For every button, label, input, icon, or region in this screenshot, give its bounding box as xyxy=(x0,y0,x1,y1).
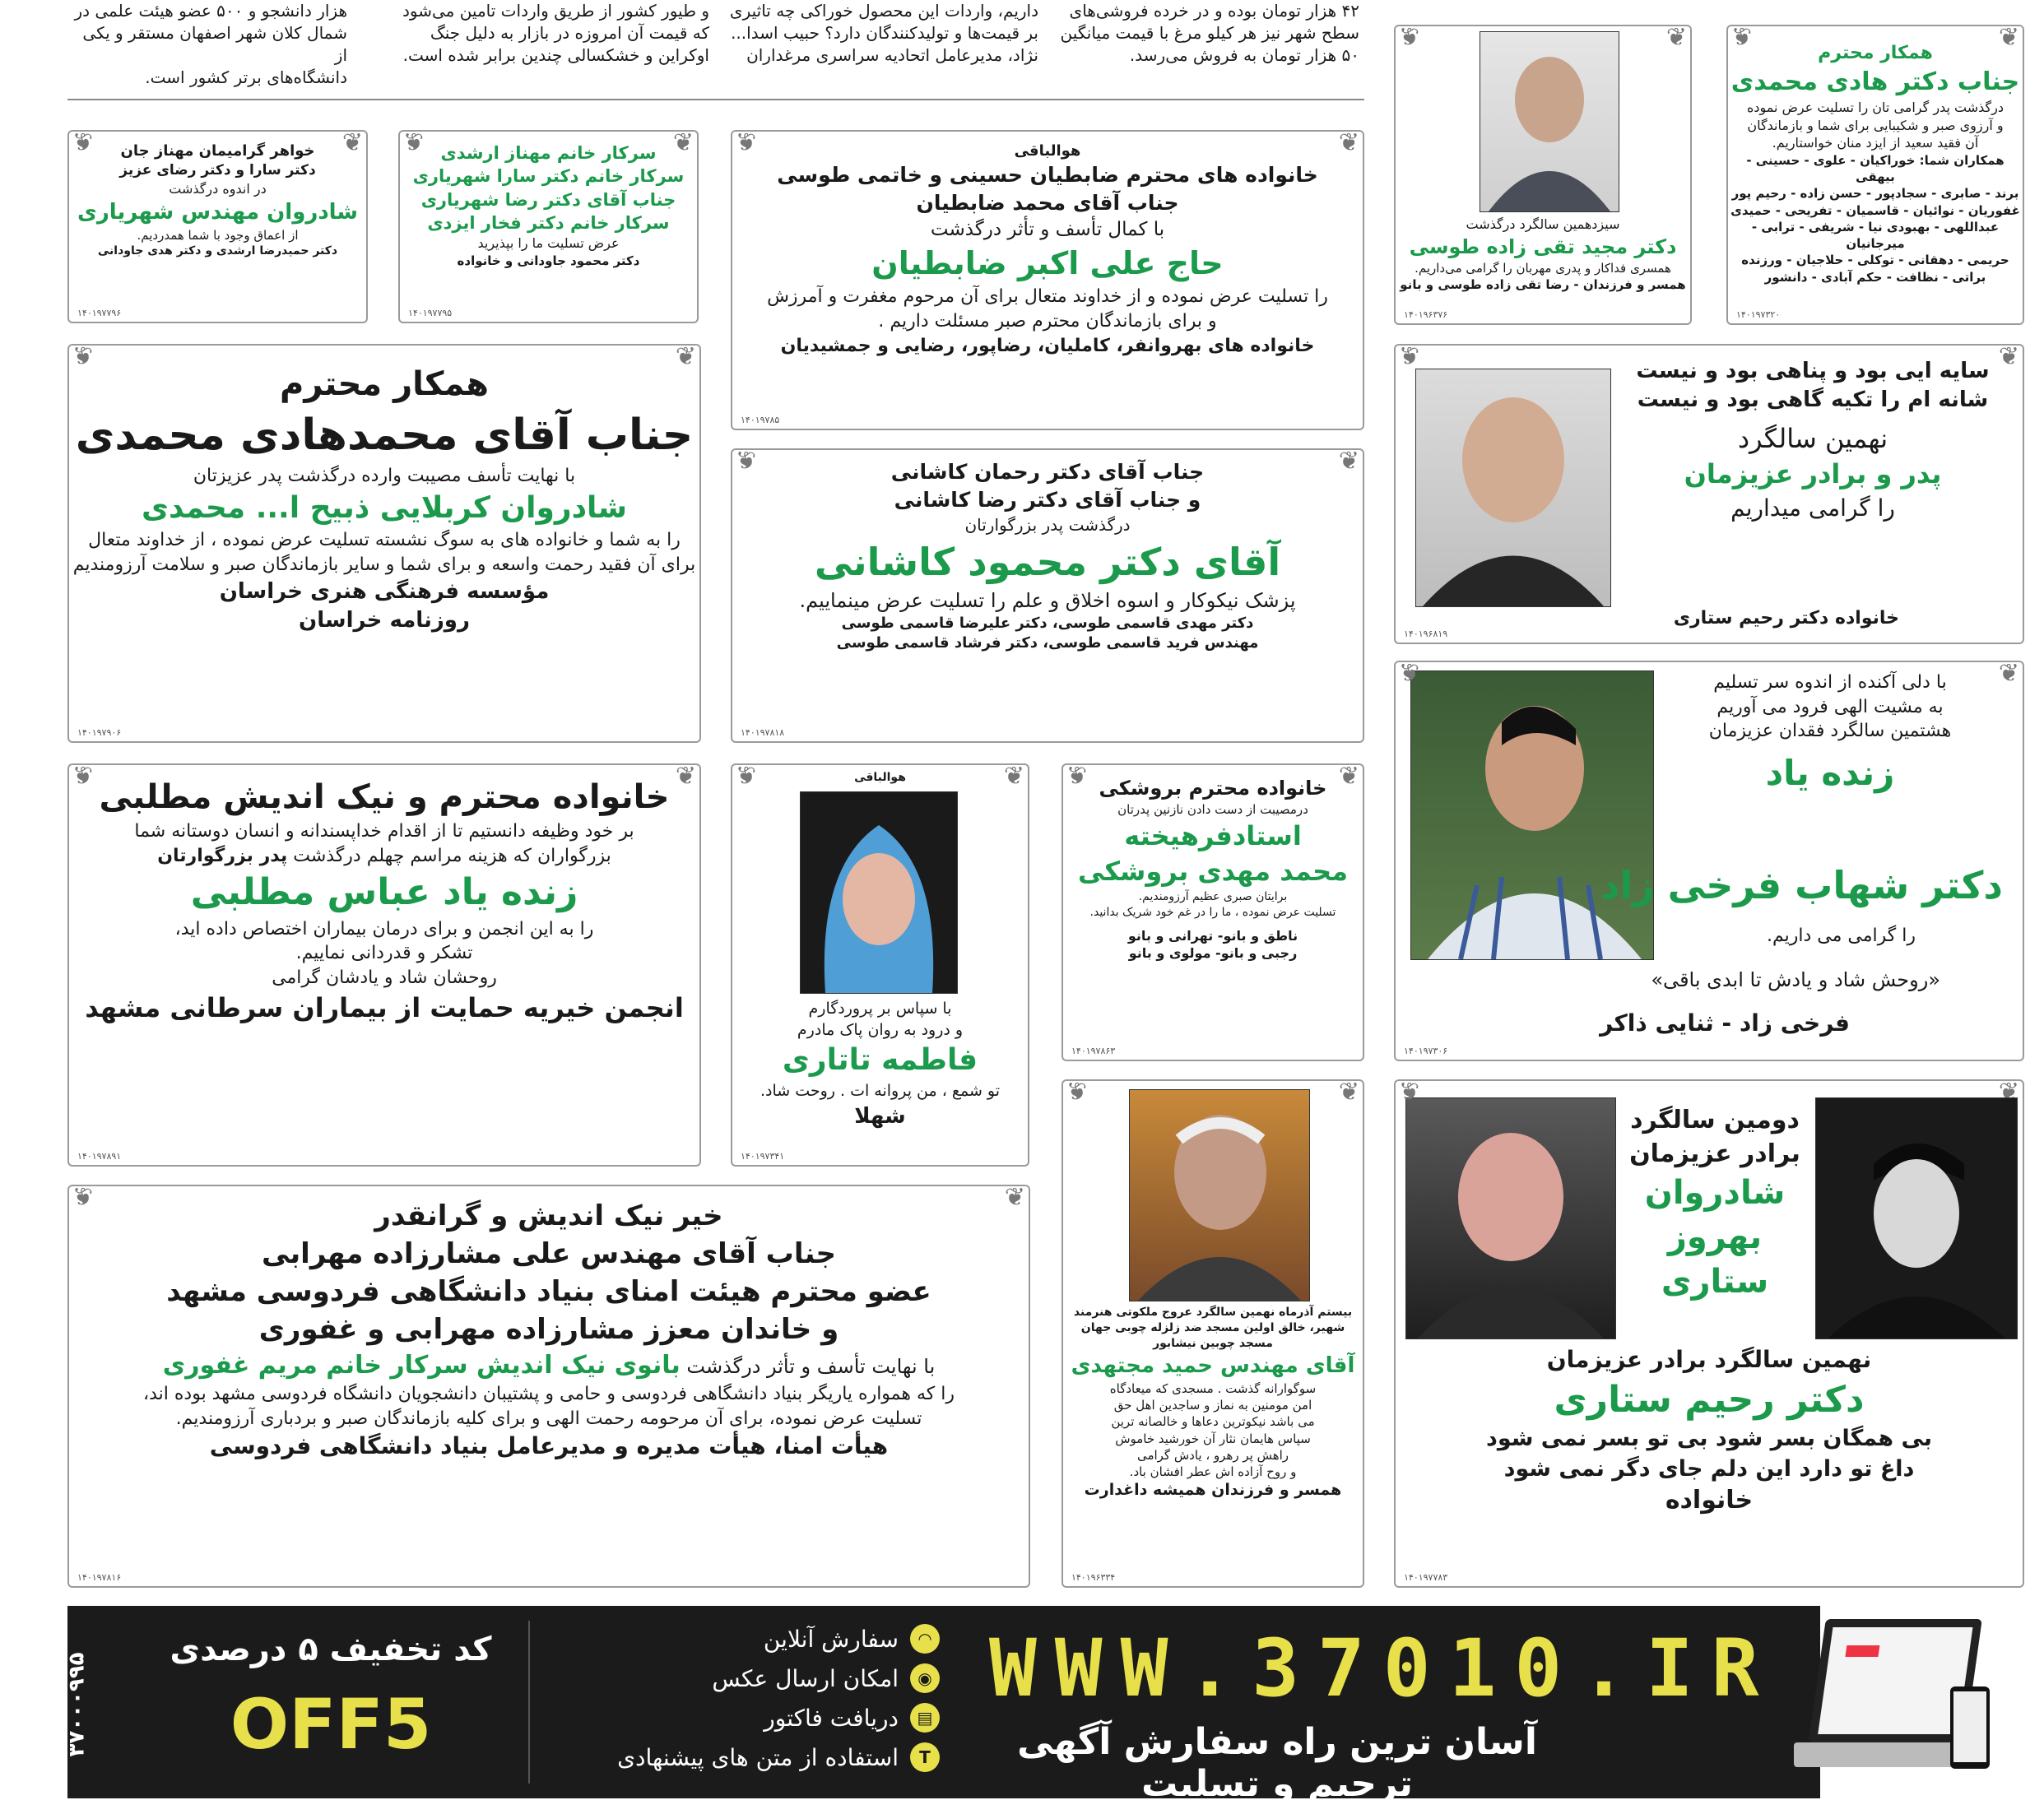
ad-text: و خاندان معزز مشارزاده مهرابی و غفوری xyxy=(258,1312,839,1346)
ad-name: آقای مهندس حمید مجتهدی xyxy=(1071,1352,1355,1378)
news-line: نژاد، مدیرعامل اتحادیه سراسری مرغداران xyxy=(746,45,1038,65)
ad-name: سرکار خانم دکتر سارا شهریاری xyxy=(412,166,685,187)
feature-label: امکان ارسال عکس xyxy=(712,1664,899,1692)
portrait-photo xyxy=(1415,369,1611,607)
ad-text: برادر عزیزمان xyxy=(1629,1139,1800,1168)
news-col-3 xyxy=(726,0,1038,67)
ad-heading: ❦ همکار محترم xyxy=(280,365,489,403)
ad-code: ۱۴۰۱۹۷۸۵ xyxy=(741,415,780,425)
person-silhouette-icon xyxy=(1411,671,1653,959)
ad-text: با نهایت تأسف و تأثر درگذشت xyxy=(686,1354,936,1378)
ad-text: را به شما و خانواده های به سوگ نشسته تسلیت عرض نموده ، از خداوند متعال xyxy=(88,530,681,551)
ad-text: ❦ دومین سالگرد xyxy=(1630,1106,1800,1134)
news-line: بر قیمت‌ها و تولیدکنندگان دارد؟ حبیب اسدا... xyxy=(731,23,1038,43)
ad-arshadi xyxy=(398,130,699,323)
laptop-icon xyxy=(1777,1612,2000,1793)
ad-text: آن فقید سعید از ایزد منان خواستاریم. xyxy=(1772,135,1979,151)
ad-code: ۱۴۰۱۹۷۸۶۳ xyxy=(1071,1046,1116,1056)
ad-text: تسلیت عرض نموده ، ما را در غم خود شریک بدانید. xyxy=(1089,905,1336,919)
ad-text: سوگوارانه گذشت . مسجدی که میعادگاه xyxy=(1109,1380,1317,1396)
ad-code: ۱۴۰۱۹۷۸۱۶ xyxy=(77,1572,122,1583)
ad-name: حاج علی اکبر ضابطیان xyxy=(871,244,1224,281)
news-line: شمال کلان شهر اصفهان مستقر و یکی از xyxy=(82,23,347,65)
ad-text: تسلیت عرض نموده، برای آن مرحومه رحمت الهی و برای کلیه بازماندگان صبر و بردباری آرزومندیم. xyxy=(175,1408,922,1429)
ad-text: تشکر و قدردانی نماییم. xyxy=(295,943,473,964)
news-col-2 xyxy=(397,0,709,67)
ad-signature: انجمن خیریه حمایت از بیماران سرطانی مشهد xyxy=(85,991,684,1023)
ad-text: راهش پر رهرو ، یادش گرامی xyxy=(1136,1447,1289,1463)
ad-mohammadi-big xyxy=(67,344,701,743)
ad-text: بر خود وظیفه دانستیم تا از اقدام خداپسندانه و انسان دوستانه شما xyxy=(134,821,634,842)
ad-mahnaz xyxy=(67,130,368,323)
ad-text: و برای بازماندگان محترم صبر مسئلت داریم . xyxy=(878,310,1217,332)
ad-text: روحشان شاد و یادشان گرامی xyxy=(272,967,497,989)
news-line: ۵۰ هزار تومان به فروش می‌رسد. xyxy=(1129,45,1359,65)
news-line: که قیمت آن امروزه در بازار به دلیل جنگ xyxy=(430,23,709,43)
discount-code: OFF5 xyxy=(230,1684,432,1765)
ad-text: می باشد نیکوترین دعاها و خالصانه ترین xyxy=(1111,1414,1315,1430)
ad-text: هشتمین سالگرد فقدان عزیزمان xyxy=(1708,721,1952,742)
portrait-photo xyxy=(800,791,958,994)
ad-signature: غفوریان - نوائیان - قاسمیان - تفریحی - حمیدی xyxy=(1730,202,2020,218)
news-line: داریم، واردات این محصول خوراکی چه تاثیری xyxy=(729,1,1038,21)
ad-text: نهمین سالگرد برادر عزیزمان xyxy=(1546,1346,1872,1373)
website-url[interactable]: WWW.37010.IR xyxy=(989,1622,1777,1714)
ad-text: امن مومنین به نماز و ساجدین اهل حق xyxy=(1113,1398,1312,1413)
ad-text: و جناب آقای دکتر رضا کاشانی xyxy=(894,487,1201,512)
ad-text: با سپاس بر پروردگارم xyxy=(808,1000,952,1018)
ad-hadi-mohammadi-small xyxy=(1726,25,2024,325)
ad-sattari-father xyxy=(1394,344,2024,644)
ad-text: و روح آزاده اش عطر افشان باد. xyxy=(1129,1464,1297,1480)
ad-text: را که همواره یاریگر بنیاد دانشگاهی فردوسی و حامی و پشتیبان دانشجویان دانشگاه فردوسی مشهد بوده اند، xyxy=(143,1384,955,1405)
feature-photo-upload xyxy=(712,1663,940,1693)
ad-text: ❦ جناب آقای دکتر رحمان کاشانی xyxy=(890,460,1205,484)
ad-name: شادروان xyxy=(1644,1174,1786,1212)
feature-invoice xyxy=(764,1703,940,1733)
ad-signature: حریمی - دهقانی - توکلی - حلاجیان - ورزنده xyxy=(1741,253,2009,268)
ad-boroushaki xyxy=(1061,763,1364,1061)
top-news-strip xyxy=(67,0,1364,100)
ad-signature: عبداللهی - بهبودی نیا - شریفی - ترابی - میرجانیان xyxy=(1751,219,2000,252)
ad-name: دکتر مجید تقی زاده طوسی xyxy=(1409,234,1677,258)
wifi-icon: ◠ xyxy=(910,1624,940,1654)
ad-name: جناب دکتر هادی محمدی xyxy=(1730,67,2020,96)
ad-name: ❦ سرکار خانم مهناز ارشدی xyxy=(440,143,657,163)
ad-signature: مهندس فرید قاسمی طوسی، دکتر فرشاد قاسمی طوسی xyxy=(836,634,1259,652)
ad-text: درگذشت پدر گرامی تان را تسلیت عرض نموده xyxy=(1747,100,2004,116)
ad-signature: دکتر حمیدرضا ارشدی و دکتر هدی جاودانی xyxy=(97,244,338,258)
ad-text: با نهایت تأسف مصیبت وارده درگذشت پدر عزیزتان xyxy=(193,466,576,487)
portrait-photo-1 xyxy=(1405,1097,1616,1339)
ad-name: فاطمه تاتاری xyxy=(782,1043,978,1078)
ad-text: و درود به روان پاک مادرم xyxy=(797,1020,964,1039)
ad-farokhi xyxy=(1394,661,2024,1061)
ad-poem-line: بی همگان بسر شود بی تو بسر نمی شود xyxy=(1486,1426,1932,1452)
ad-signature: خانواده های بهروانفر، کاملیان، رضاپور، رضایی و جمشیدیان xyxy=(780,335,1315,356)
news-line: اوکراین و خشکسالی چندین برابر شده است. xyxy=(402,45,709,65)
ad-signature: مؤسسه فرهنگی هنری خراسان xyxy=(219,578,550,604)
feature-label: دریافت فاکتور xyxy=(764,1704,899,1732)
ad-text: پدر بزرگوارتان xyxy=(157,845,288,866)
divider xyxy=(528,1621,530,1784)
ad-text: در اندوه درگذشت xyxy=(169,181,267,197)
person-silhouette-icon xyxy=(1130,1090,1309,1301)
ad-code: ۱۴۰۱۹۶۸۱۹ xyxy=(1404,629,1448,639)
ad-code: ۱۴۰۱۹۷۷۹۶ xyxy=(77,308,122,318)
ad-heading: ❦ خیر نیک اندیش و گرانقدر xyxy=(374,1199,723,1232)
news-line: هزار دانشجو و ۵۰۰ عضو هیئت علمی در xyxy=(74,1,347,21)
ad-name: محمد مهدی بروشکی xyxy=(1077,855,1349,887)
ad-name: شادروان مهندس شهریاری xyxy=(77,199,358,225)
text-icon: T xyxy=(910,1742,940,1772)
portrait-photo xyxy=(1410,670,1654,960)
ad-text: برای آن فقید رحمت واسعه و برای شما و سایر بازماندگان صبر و سلامت آرزومندیم xyxy=(72,554,696,576)
ad-signature: رجبی و بانو- مولوی و بانو xyxy=(1128,945,1298,962)
ad-text: همسری فداکار و پدری مهربان را گرامی می‌داریم. xyxy=(1415,260,1671,276)
phone-number xyxy=(64,1631,115,1779)
ad-signature: همسر و فرزندان - رضا تقی زاده طوسی و بانو xyxy=(1400,277,1686,293)
ad-heading: ❦ خانواده محترم و نیک اندیش مطلبی xyxy=(99,778,670,816)
ad-code: ۱۴۰۱۹۶۳۳۴ xyxy=(1071,1572,1116,1583)
ad-motallebi xyxy=(67,763,701,1167)
ad-code: ۱۴۰۱۹۷۳۴۱ xyxy=(741,1151,785,1162)
ad-name: شادروان کربلایی ذبیح ا... محمدی xyxy=(142,490,627,525)
ad-text: تو شمع ، من پروانه ات . روحت شاد. xyxy=(760,1081,1001,1100)
ad-poem-line: ❦ سایه ایی بود و پناهی بود و نیست xyxy=(1636,359,1990,383)
ad-text: و آرزوی صبر و شکیبایی برای شما و بازماندگان xyxy=(1747,117,2004,133)
ad-text: را گرامی می داریم. xyxy=(1767,926,1916,946)
ad-code: ۱۴۰۱۹۷۳۰۶ xyxy=(1404,1046,1448,1056)
ad-heading: ❦ خانواده محترم بروشکی xyxy=(1099,777,1327,800)
ad-text: خانواده های محترم ضابطیان حسینی و خاتمی طوسی xyxy=(777,163,1318,188)
ad-tousi xyxy=(1394,25,1692,325)
laptop-illustration xyxy=(1777,1612,2000,1793)
ad-text: ❦ بیستم آذرماه نهمین سالگرد عروج ملکوتی هنرمند xyxy=(1073,1306,1353,1319)
ad-code: ۱۴۰۱۹۷۸۹۱ xyxy=(77,1151,122,1162)
ad-signature: همکاران شما: خوراکیان - علوی - حسینی - بیهقی xyxy=(1746,152,2005,185)
news-line: ۴۲ هزار تومان بوده و در خرده فروشی‌های xyxy=(1069,1,1359,21)
ad-name: جناب آقای محمدهادی محمدی xyxy=(75,411,694,460)
ad-text: بزرگواران که هزینه مراسم چهلم درگذشت xyxy=(293,845,611,866)
ad-signature: خانواده xyxy=(1665,1486,1754,1515)
ad-kashani xyxy=(731,448,1364,743)
portrait-photo xyxy=(1129,1089,1310,1301)
ad-text: سپاس هایمان نثار آن خورشید خاموش xyxy=(1115,1431,1311,1446)
ad-text: عضو محترم هیئت امنای بنیاد دانشگاهی فردوسی مشهد xyxy=(166,1274,931,1308)
ad-mojtahedi xyxy=(1061,1079,1364,1588)
ad-heading: ❦ همکار محترم xyxy=(1818,43,1933,63)
ad-text: عرض تسلیت ما را بپذیرید xyxy=(477,235,620,252)
ad-text: را به این انجمن و برای درمان بیماران اختصاص داده اید، xyxy=(174,918,594,939)
ad-mehrabi xyxy=(67,1185,1030,1588)
ad-code: ۱۴۰۱۹۷۸۱۸ xyxy=(741,727,785,738)
news-line: دانشگاه‌های برتر کشور است. xyxy=(145,67,347,87)
portrait-photo xyxy=(1480,31,1619,212)
ad-code: ۱۴۰۱۹۷۹۰۶ xyxy=(77,727,122,738)
ad-text: شهیر، خالق اولین مسجد ضد زلزله چوبی جهان xyxy=(1080,1320,1345,1334)
ad-heading: ❦ خواهر گرامیمان مهناز جان xyxy=(120,142,315,160)
ad-signature: براتی - نظافت - حکم آبادی - دانشور xyxy=(1764,269,1986,285)
ad-code: ۱۴۰۱۹۶۳۷۶ xyxy=(1404,309,1448,320)
ad-signature: دکتر محمود جاودانی و خانواده xyxy=(457,253,640,268)
ad-name: سرکار خانم دکتر فخار ایزدی xyxy=(427,213,670,234)
news-line: سطح شهر نیز هر کیلو مرغ با قیمت میانگین xyxy=(1060,23,1359,43)
ad-text: مسجد چوبین نیشابور xyxy=(1153,1336,1273,1350)
ad-signature: برند - صابری - سجادپور - حسن زاده - رحیم پور xyxy=(1731,186,2019,202)
ad-text: پزشک نیکوکار و اسوه اخلاق و علم را تسلیت عرض مینماییم. xyxy=(799,588,1296,612)
ad-text: ❦ با دلی آکنده از اندوه سر تسلیم xyxy=(1713,672,1947,693)
ad-text: درگذشت پدر بزرگوارتان xyxy=(964,514,1131,535)
ad-text: را گرامی میداریم xyxy=(1730,494,1895,522)
ad-text: درمصیبت از دست دادن نازنین پدرتان xyxy=(1117,802,1308,818)
person-silhouette-icon xyxy=(1480,32,1619,211)
ad-heading: ❦ هوالباقی xyxy=(854,771,906,784)
ad-quote: «روحش شاد و یادش تا ابدی باقی» xyxy=(1651,968,1940,991)
ad-name: جناب آقای دکتر رضا شهریاری xyxy=(420,189,676,210)
person-silhouette-icon xyxy=(1416,369,1610,606)
banner-subtitle: آسان ترین راه سفارش آگهی ترحیم و تسلیت xyxy=(1017,1721,1537,1805)
phone-number-text: ۳۷۰۰۰۹۹۵ xyxy=(64,1652,90,1757)
ad-text: جناب آقای محمد ضابطیان xyxy=(916,191,1179,216)
ad-text: از اعماق وجود با شما همدردیم. xyxy=(137,227,299,243)
ad-name: دکتر شهاب فرخی زاد xyxy=(1600,863,2003,907)
person-silhouette-icon xyxy=(1816,1098,2017,1338)
promo-banner xyxy=(64,1606,1820,1805)
ad-heading: ❦ هوالباقی xyxy=(1014,142,1081,160)
ad-name: استادفرهیخته xyxy=(1124,819,1302,851)
person-silhouette-icon xyxy=(801,792,957,993)
person-silhouette-icon xyxy=(1406,1098,1615,1338)
ad-text: را تسلیت عرض نموده و از خداوند متعال برای آن مرحوم مغفرت و آمرزش xyxy=(767,286,1328,308)
ad-signature: هیأت امنا، هیأت مدیره و مدیرعامل بنیاد دانشگاهی فردوسی xyxy=(209,1432,889,1460)
ad-name: پدر و برادر عزیزمان xyxy=(1684,458,1942,490)
ad-text: با کمال تأسف و تأثر درگذشت xyxy=(930,218,1165,240)
ad-name: زنده یاد عباس مطلبی xyxy=(190,871,578,914)
ad-code: ۱۴۰۱۹۷۷۹۵ xyxy=(408,308,453,318)
ad-text: نهمین سالگرد xyxy=(1737,423,1888,455)
news-line: و طیور کشور از طریق واردات تامین می‌شود xyxy=(402,1,709,21)
ad-signature: شهلا xyxy=(854,1103,906,1129)
ad-code: ۱۴۰۱۹۷۳۲۰ xyxy=(1736,309,1781,320)
ad-text: دکتر سارا و دکتر رضای عزیز xyxy=(119,162,316,179)
news-col-1 xyxy=(67,0,347,89)
ad-code: ۱۴۰۱۹۷۷۸۳ xyxy=(1404,1572,1448,1583)
feature-label: استفاده از متن های پیشنهادی xyxy=(617,1743,899,1771)
ad-name: بهروز ستاری xyxy=(1661,1218,1769,1301)
ad-signature: دکتر مهدی قاسمی طوسی، دکتر علیرضا قاسمی طوسی xyxy=(841,614,1254,632)
ad-name: زنده یاد xyxy=(1765,753,1895,794)
ad-name: آقای دکتر محمود کاشانی xyxy=(814,539,1281,584)
camera-icon: ◉ xyxy=(910,1663,940,1693)
ad-signature: ناطق و بانو- تهرانی و بانو xyxy=(1127,927,1298,944)
ad-text: برایتان صبری عظیم آرزومندیم. xyxy=(1138,890,1288,904)
ad-text: به مشیت الهی فرود می آوریم xyxy=(1716,696,1944,717)
ad-signature: فرخی زاد - ثنایی ذاکر xyxy=(1600,1009,1850,1037)
feature-suggested-texts xyxy=(617,1742,940,1772)
ad-poem-line: داغ تو دارد این دلم جای دگر نمی شود xyxy=(1503,1455,1915,1482)
ad-name: بانوی نیک اندیش سرکار خانم مریم غفوری xyxy=(162,1350,681,1380)
ad-tatari xyxy=(731,763,1029,1167)
ad-text: ❦ سیزدهمین سالگرد درگذشت xyxy=(1466,216,1620,232)
ad-signature: خانواده دکتر رحیم ستاری xyxy=(1673,608,1899,629)
ad-poem-line: شانه ام را تکیه گاهی بود و نیست xyxy=(1637,387,1989,413)
discount-label: کد تخفیف ۵ درصدی xyxy=(170,1631,492,1668)
document-icon: ▤ xyxy=(910,1703,940,1733)
ad-sattari-brother xyxy=(1394,1079,2024,1588)
portrait-photo-2 xyxy=(1815,1097,2018,1339)
ad-signature: همسر و فرزندان همیشه داغدارت xyxy=(1084,1481,1342,1500)
feature-online-order xyxy=(764,1624,940,1654)
ad-signature: روزنامه خراسان xyxy=(299,607,470,633)
feature-label: سفارش آنلاین xyxy=(763,1625,899,1653)
news-col-4 xyxy=(1055,0,1359,67)
ad-name: دکتر رحیم ستاری xyxy=(1554,1378,1865,1421)
ad-name: جناب آقای مهندس علی مشارزاده مهرابی xyxy=(262,1236,836,1270)
ad-zabetian xyxy=(731,130,1364,430)
